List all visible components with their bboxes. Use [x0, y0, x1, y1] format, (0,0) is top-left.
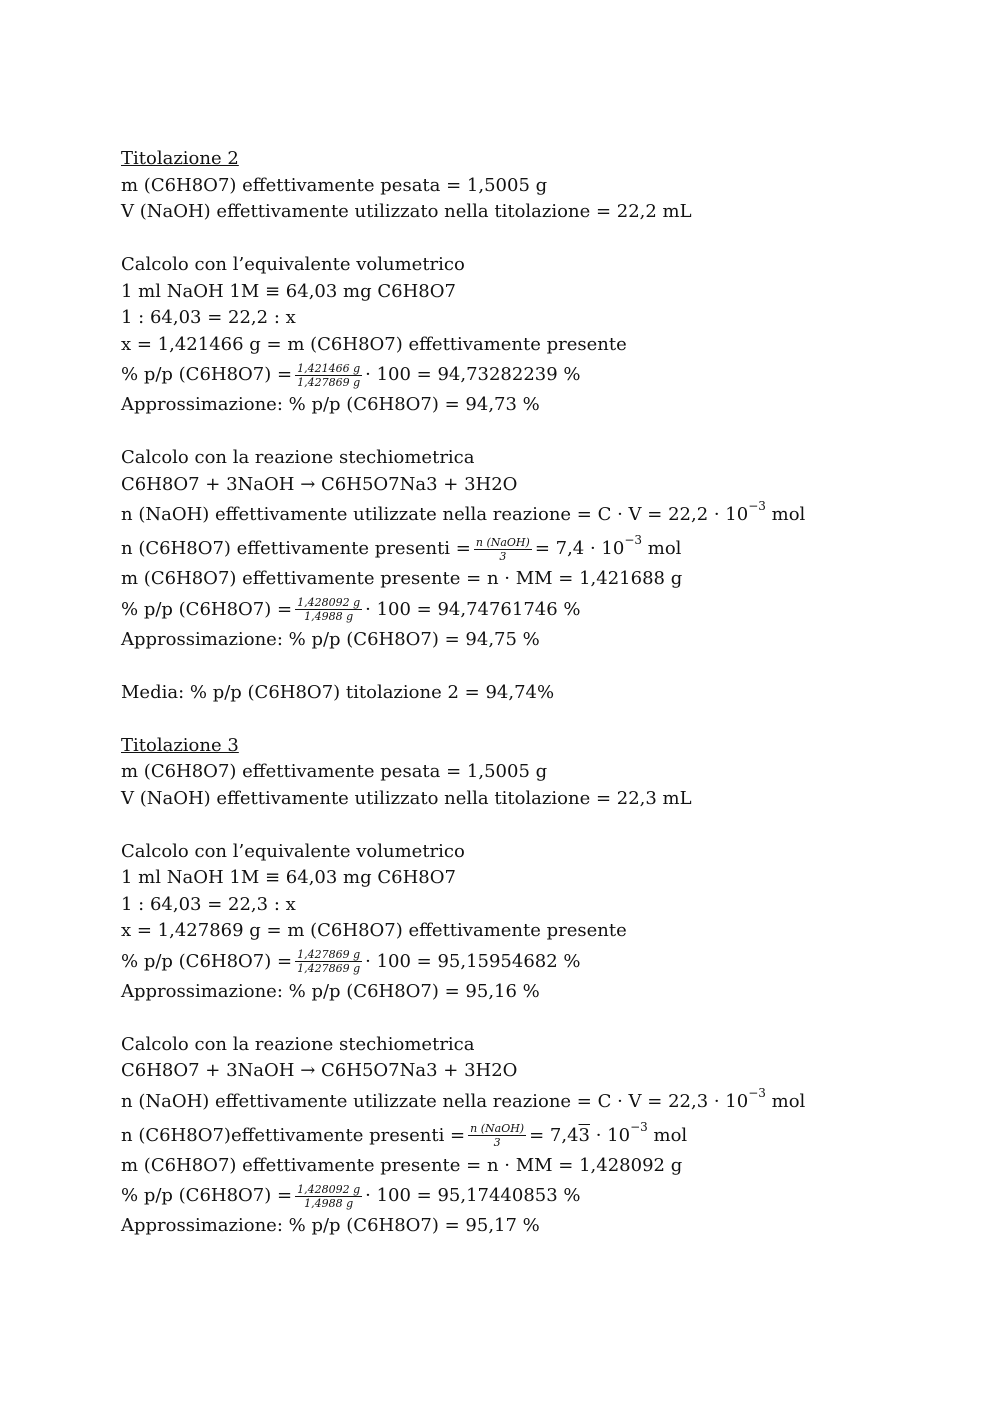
volume-line: V (NaOH) effettivamente utilizzato nella titolazione = 22,3 mL: [121, 787, 692, 809]
volume-line: V (NaOH) effettivamente utilizzato nella titolazione = 22,2 mL: [121, 201, 692, 222]
st-approx: Approssimazione: % p/p (C6H8O7) = 94,75 %: [121, 628, 540, 650]
repeating-digit: 3: [578, 1124, 590, 1146]
fraction: $\frac{1,428092 g}{1,4988 g}$: [297, 1182, 361, 1210]
fraction: $\frac{\text{n (NaOH)}}{3}$: [470, 1122, 525, 1149]
fraction: $\frac{1,421466 g}{1,427869 g}$: [297, 361, 361, 389]
mass-present-line: m (C6H8O7) effettivamente presente = n · MM = 1,421688 g: [121, 568, 683, 589]
eq-line-2: 1 : 64,03 = 22,3 : x: [121, 893, 296, 915]
st-approx: Approssimazione: % p/p (C6H8O7) = 95,17 %: [121, 1215, 540, 1236]
document-page: [121, 146, 921, 1240]
st-percent-line: % p/p (C6H8O7) = $\frac{1,428092 g}{1,4988 g}$ · 100 = 95,17440853 %: [121, 1182, 581, 1210]
mass-line: m (C6H8O7) effettivamente pesata = 1,5005 g: [121, 174, 548, 196]
eq-approx: Approssimazione: % p/p (C6H8O7) = 94,73 %: [121, 394, 540, 415]
eq-line-3: x = 1,427869 g = m (C6H8O7) effettivamente presente: [121, 920, 627, 941]
eq-heading: Calcolo con l’equivalente volumetrico: [121, 840, 465, 862]
eq-line-1: 1 ml NaOH 1M ≡ 64,03 mg C6H8O7: [121, 280, 456, 302]
st-percent-line: % p/p (C6H8O7) = $\frac{1,428092 g}{1,4988 g}$ · 100 = 94,74761746 %: [121, 596, 581, 623]
n-citric-line: n (C6H8O7)effettivamente presenti = $\frac{\text{n (NaOH)}}{3}$ = $7,43 \cdot 10^{-3}$ mol: [121, 1119, 688, 1149]
st-heading: Calcolo con la reazione stechiometrica: [121, 1033, 475, 1055]
eq-line-3: x = 1,421466 g = m (C6H8O7) effettivamente presente: [121, 333, 627, 355]
n-citric-line: n (C6H8O7) effettivamente presenti = $\frac{\text{n (NaOH)}}{3}$ = $7,4 \cdot 10^{-3}$ mol: [121, 533, 682, 563]
eq-line-2: 1 : 64,03 = 22,2 : x: [121, 307, 296, 328]
fraction: $\frac{\text{n (NaOH)}}{3}$: [475, 535, 530, 563]
st-heading: Calcolo con la reazione stechiometrica: [121, 447, 475, 468]
section-title-titolazione-2: Titolazione 2: [121, 148, 239, 169]
fraction: $\frac{1,428092 g}{1,4988 g}$: [297, 596, 361, 623]
fraction: $\frac{1,427869 g}{1,427869 g}$: [297, 948, 361, 975]
reaction-line: C6H8O7 + 3NaOH → C6H5O7Na3 + 3H2O: [121, 1060, 518, 1081]
eq-percent-line: % p/p (C6H8O7) = $\frac{1,421466 g}{1,427869 g}$ · 100 = 94,73282239 %: [121, 361, 581, 389]
n-naoh-line: n (NaOH) effettivamente utilizzate nella reazione = $C \cdot V = 22,3 \cdot 10^{-3}$ mol: [121, 1085, 806, 1112]
mass-present-line: m (C6H8O7) effettivamente presente = n · MM = 1,428092 g: [121, 1154, 683, 1176]
section-title-titolazione-3: Titolazione 3: [121, 734, 239, 756]
mass-line: m (C6H8O7) effettivamente pesata = 1,5005 g: [121, 761, 548, 782]
n-naoh-line: n (NaOH) effettivamente utilizzate nella reazione = $C \cdot V = 22,2 \cdot 10^{-3}$ mol: [121, 499, 806, 525]
eq-heading: Calcolo con l’equivalente volumetrico: [121, 254, 465, 275]
eq-approx: Approssimazione: % p/p (C6H8O7) = 95,16 %: [121, 980, 540, 1002]
reaction-line: C6H8O7 + 3NaOH → C6H5O7Na3 + 3H2O: [121, 473, 518, 495]
eq-percent-line: % p/p (C6H8O7) = $\frac{1,427869 g}{1,427869 g}$ · 100 = 95,15954682 %: [121, 948, 581, 975]
media-line: Media: % p/p (C6H8O7) titolazione 2 = 94,74%: [121, 681, 555, 703]
eq-line-1: 1 ml NaOH 1M ≡ 64,03 mg C6H8O7: [121, 867, 456, 888]
